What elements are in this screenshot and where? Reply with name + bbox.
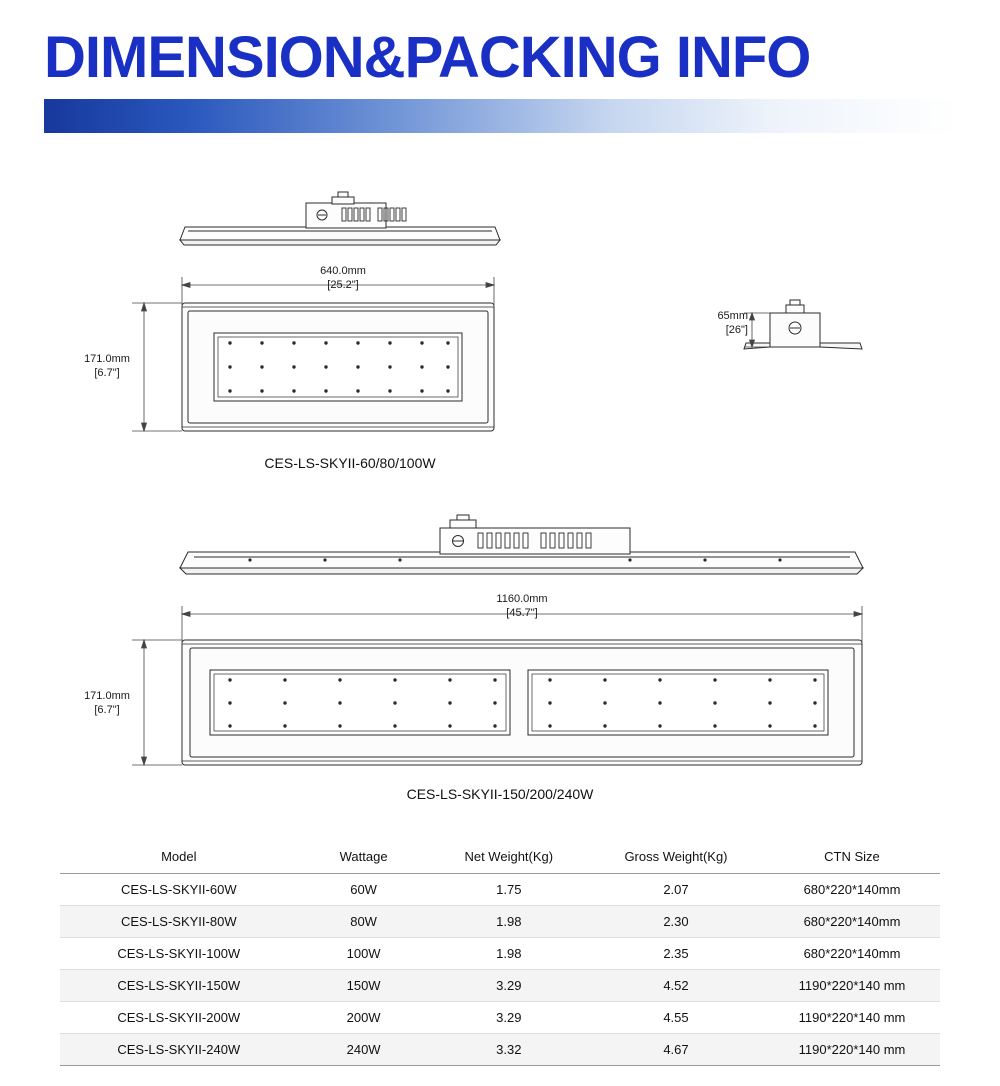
fig2-caption: CES-LS-SKYII-150/200/240W <box>406 786 594 802</box>
cell-gross-weight: 2.30 <box>588 906 764 938</box>
cell-model: CES-LS-SKYII-240W <box>60 1034 298 1066</box>
cell-ctn-size: 680*220*140mm <box>764 906 940 938</box>
cell-net-weight: 3.29 <box>430 1002 588 1034</box>
cell-model: CES-LS-SKYII-200W <box>60 1002 298 1034</box>
cell-wattage: 80W <box>298 906 430 938</box>
fig2-width-dimension <box>467 593 577 621</box>
cell-ctn-size: 680*220*140mm <box>764 938 940 970</box>
fig2-height-dimension <box>72 690 142 718</box>
cell-wattage: 200W <box>298 1002 430 1034</box>
cell-net-weight: 1.75 <box>430 874 588 906</box>
cell-wattage: 60W <box>298 874 430 906</box>
fig2-height-mm: 171.0mm <box>84 690 130 702</box>
cell-ctn-size: 680*220*140mm <box>764 874 940 906</box>
cell-net-weight: 1.98 <box>430 906 588 938</box>
cell-model: CES-LS-SKYII-60W <box>60 874 298 906</box>
table-row <box>60 1002 940 1034</box>
cell-gross-weight: 4.52 <box>588 970 764 1002</box>
fig2-width-mm: 1160.0mm <box>496 593 548 605</box>
figure-side-view <box>700 295 890 365</box>
header-gradient-bar <box>44 99 956 133</box>
fig1-width-mm: 640.0mm <box>320 265 366 277</box>
fig1-height-mm: 171.0mm <box>84 353 130 365</box>
packing-info-table <box>60 840 940 1066</box>
side-depth-dimension <box>688 310 748 338</box>
large-fixture-drawing <box>110 510 940 785</box>
table-row <box>60 906 940 938</box>
side-depth-in: [26"] <box>725 323 748 336</box>
cell-wattage: 100W <box>298 938 430 970</box>
cell-model: CES-LS-SKYII-150W <box>60 970 298 1002</box>
table-header-model: Model <box>60 840 298 874</box>
table-row <box>60 938 940 970</box>
table-row <box>60 970 940 1002</box>
fig1-height-dimension <box>72 353 142 381</box>
cell-wattage: 150W <box>298 970 430 1002</box>
cell-gross-weight: 2.35 <box>588 938 764 970</box>
cell-net-weight: 3.29 <box>430 970 588 1002</box>
cell-ctn-size: 1190*220*140 mm <box>764 970 940 1002</box>
cell-model: CES-LS-SKYII-80W <box>60 906 298 938</box>
cell-ctn-size: 1190*220*140 mm <box>764 1002 940 1034</box>
cell-model: CES-LS-SKYII-100W <box>60 938 298 970</box>
table-header-gross-weight: Gross Weight(Kg) <box>588 840 764 874</box>
figure-small-fixture <box>84 185 590 445</box>
page-title: DIMENSION&PACKING INFO <box>44 25 811 90</box>
cell-net-weight: 1.98 <box>430 938 588 970</box>
cell-ctn-size: 1190*220*140 mm <box>764 1034 940 1066</box>
table-header-wattage: Wattage <box>298 840 430 874</box>
page-header <box>44 25 956 133</box>
fig1-width-dimension <box>288 265 398 293</box>
cell-wattage: 240W <box>298 1034 430 1066</box>
cell-gross-weight: 4.67 <box>588 1034 764 1066</box>
fig1-height-in: [6.7"] <box>94 366 120 379</box>
table-row <box>60 874 940 906</box>
cell-gross-weight: 2.07 <box>588 874 764 906</box>
small-fixture-drawing <box>110 185 590 445</box>
figure-large-fixture <box>84 510 940 785</box>
cell-gross-weight: 4.55 <box>588 1002 764 1034</box>
table-header-net-weight: Net Weight(Kg) <box>430 840 588 874</box>
cell-net-weight: 3.32 <box>430 1034 588 1066</box>
fig2-width-in: [45.7"] <box>506 606 538 619</box>
table-header-row <box>60 840 940 874</box>
fig1-caption: CES-LS-SKYII-60/80/100W <box>264 455 436 471</box>
fig2-height-in: [6.7"] <box>94 703 120 716</box>
table-row <box>60 1034 940 1066</box>
side-depth-mm: 65mm <box>717 310 748 322</box>
table-header-ctn-size: CTN Size <box>764 840 940 874</box>
fig1-width-in: [25.2"] <box>327 278 359 291</box>
